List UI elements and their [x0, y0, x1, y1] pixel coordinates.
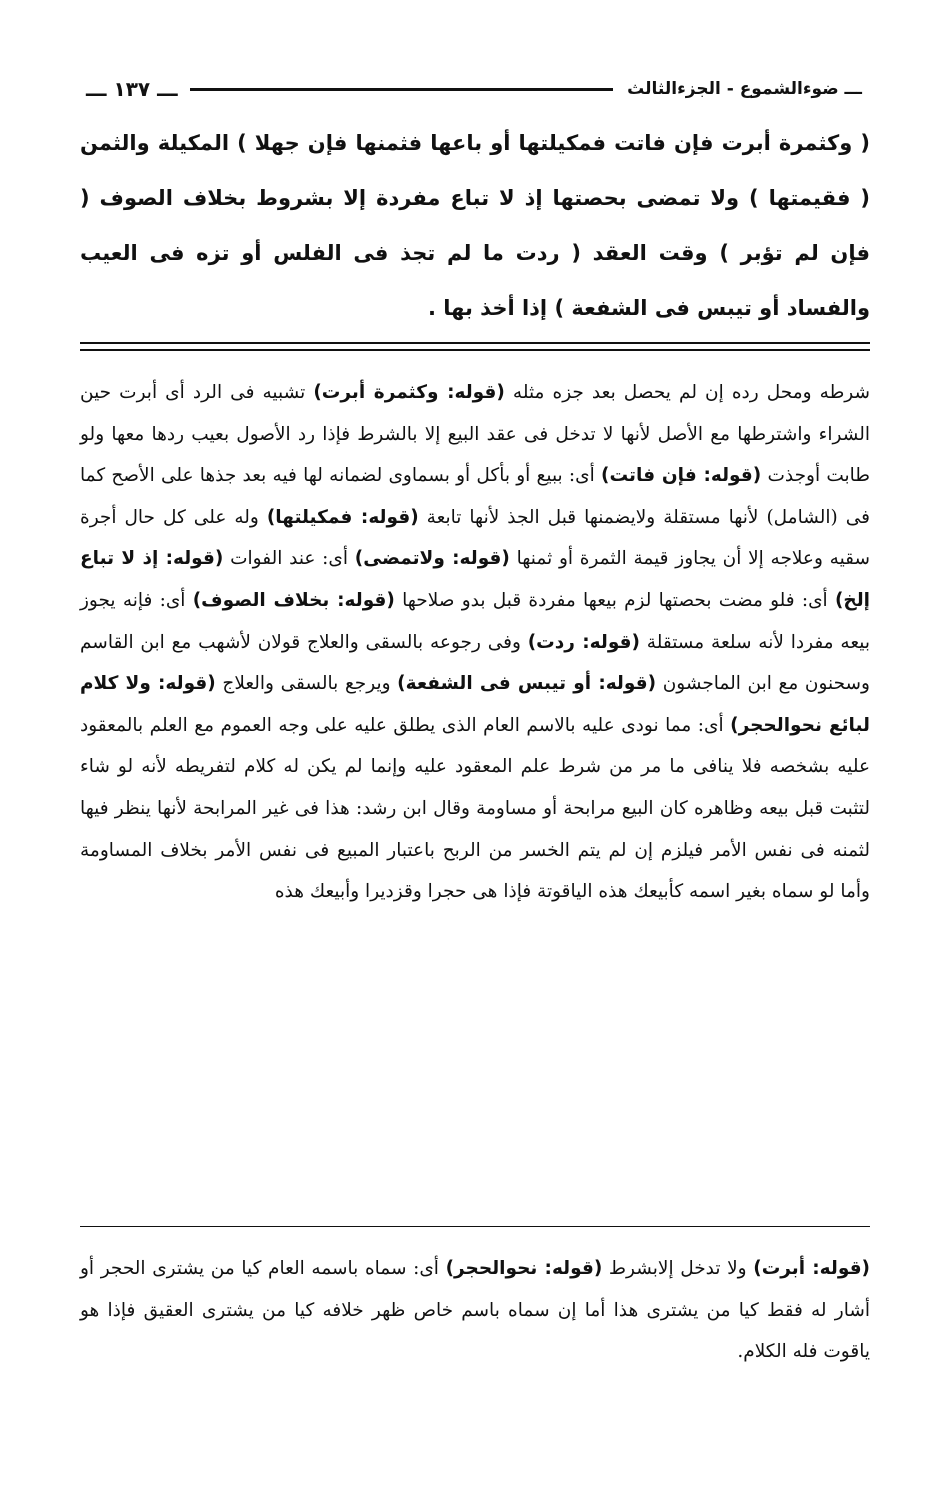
quoted-phrase: (قوله: فإن فاتت) — [601, 465, 762, 487]
page-number: ـــ ١٣٧ ـــ — [86, 77, 178, 101]
quoted-phrase: (قوله: نحوالحجر) — [445, 1258, 603, 1279]
main-text-paragraph: ( وكثمرة أبرت فإن فاتت فمكيلتها أو باعها فثمنها فإن جهلا ) المكيلة والثمن ( فقيمتها ) ولا تمضى بحصتها إذ لا تباع مفردة إلا بشروط بخلاف الصوف ( فإن لم تؤبر ) وقت العقد ( ردت ما لم تجذ فى الفلس أو تزه فى العيب والفساد أو تيبس فى الشفعة ) إذا أخذ بها . — [80, 131, 870, 320]
footnote-separator — [80, 1226, 870, 1227]
footnote-text — [80, 1248, 870, 1373]
quoted-phrase: (قوله: بخلاف الصوف) — [192, 589, 395, 611]
quoted-phrase: (قوله: إذ لا تباع إلخ) — [80, 548, 871, 611]
text-run: وله على كل حال أجرة سقيه وعلاجه إلا أن يجاوز قيمة الثمرة أو ثمنها — [80, 506, 871, 570]
page-header — [80, 72, 870, 106]
text-run: أى: فإنه يجوز بيعه مفردا لأنه سلعة مستقلة — [80, 589, 870, 653]
text-run: أى: ببيع أو بأكل أو بسماوى لضمانه لها فيه بعد جذها على الأصح كما فى (الشامل) لأنها مستقلة ولايضمنها قبل الجذ لأنها تابعة — [80, 465, 870, 528]
header-rule — [190, 88, 614, 91]
text-run: تشبيه فى الرد أى أبرت حين الشراء واشترطها مع الأصل لأنها لا تدخل فى عقد البيع إلا بالشرط فإذا رد الأصول بعيب ردها معها ولو طابت أوجذت — [80, 382, 871, 487]
text-run: ويرجع بالسقى والعلاج — [215, 673, 398, 695]
main-text — [80, 116, 870, 336]
quoted-phrase: (قوله: ولا كلام لبائع نحوالحجر) — [80, 673, 871, 736]
footnote-paragraph — [80, 1248, 870, 1373]
quoted-phrase: (قوله: فمكيلتها) — [266, 506, 419, 528]
commentary-text — [80, 372, 870, 913]
double-separator — [80, 342, 870, 352]
separator-line — [80, 342, 870, 344]
quoted-phrase: (قوله: وكثمرة أبرت) — [313, 382, 505, 403]
commentary-paragraph — [80, 372, 870, 913]
running-title: ـــ ضوءالشموع - الجزءالثالث — [627, 79, 862, 99]
text-run: شرطه ومحل رده إن لم يحصل بعد جزه مثله — [504, 382, 871, 403]
separator-line — [80, 349, 870, 351]
quoted-phrase: (قوله: أو تيبس فى الشفعة) — [397, 673, 657, 695]
text-run: أى: مما نودى عليه بالاسم العام الذى يطلق عليه على وجه العموم مع العلم بالمعقود عليه بشخصه فلا ينافى ما مر من شرط علم المعقود عليه وإنما لم يكن له كلام لتفريطه لأنه لو شاء لتثبت قبل بيعه وظاهره كان البيع مرابحة أو مساومة وقال ابن رشد: هذا فى غير المرابحة لأنها ينظر فيها لثمنه فى نفس الأمر فيلزم إن لم يتم الخسر من الربح باعتبار المبيع فى نفس الأمر بخلاف المساومة وأما لو سماه بغير اسمه كأبيعك هذه الياقوتة فإذا هى حجرا وقزديرا وأبيعك هذه — [80, 714, 870, 903]
text-run: وفى رجوعه بالسقى والعلاج قولان لأشهب مع ابن القاسم وسحنون مع ابن الماجشون — [80, 631, 870, 695]
text-run: أى: عند الفوات — [223, 548, 355, 570]
quoted-phrase: (قوله: ولاتمضى) — [354, 548, 510, 570]
text-run: أى: سماه باسمه العام كيا من يشترى الحجر أو أشار له فقط كيا من يشترى هذا أما إن سماه باسم خاص ظهر خلافه كيا من يشترى العقيق فإذا هو ياقوت فله الكلام. — [80, 1258, 870, 1363]
quoted-phrase: (قوله: أبرت) — [753, 1258, 871, 1279]
quoted-phrase: (قوله: ردت) — [527, 631, 640, 653]
text-run: أى: فلو مضت بحصتها لزم بيعها مفردة قبل بدو صلاحها — [394, 589, 835, 611]
text-run: ولا تدخل إلابشرط — [602, 1258, 754, 1279]
